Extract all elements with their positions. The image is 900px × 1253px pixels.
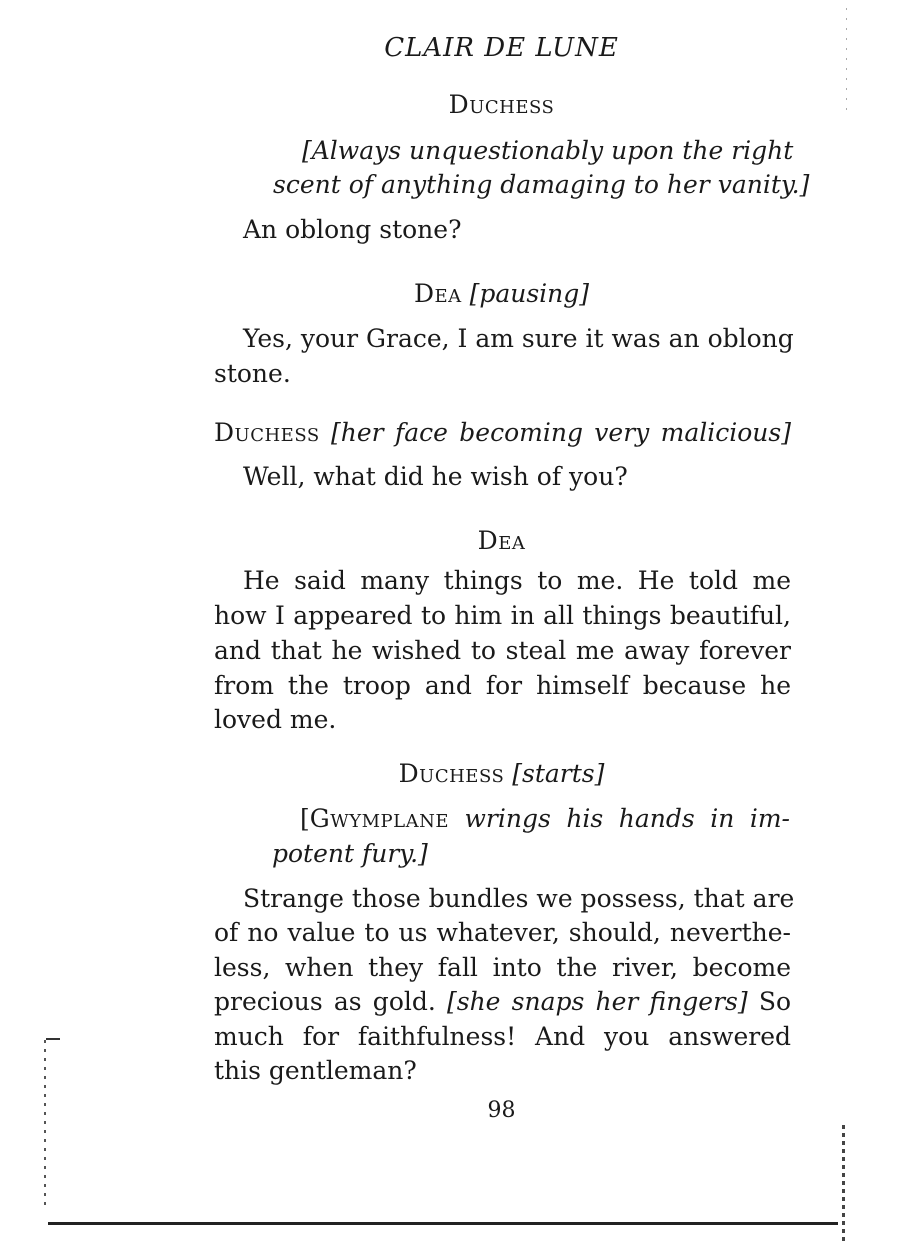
bracket: [ <box>300 804 310 833</box>
dialogue-line <box>214 985 791 1019</box>
dialogue-line: how I appeared to him in all things beautiful, <box>214 601 791 630</box>
speaker-heading-duchess <box>214 416 791 450</box>
stage-direction-line <box>300 802 790 836</box>
stage-direction-line: scent of anything damaging to her vanity.] <box>273 170 810 199</box>
dialogue-line: from the troop and for himself because he <box>214 671 791 700</box>
speaker-heading-duchess: Duchess <box>448 90 555 119</box>
running-head: CLAIR DE LUNE <box>384 33 619 63</box>
speaker-name: Duchess <box>398 759 505 788</box>
stage-direction-line: [Always unquestionably upon the right <box>302 136 794 165</box>
stage-direction: [her face becoming very malicious] <box>331 418 791 447</box>
dialogue-line: less, when they fall into the river, become <box>214 953 791 982</box>
page-bottom-edge <box>48 1222 838 1225</box>
dialogue-line: He said many things to me. He told me <box>243 566 791 595</box>
dialogue-text: precious as gold. <box>214 987 436 1016</box>
speaker-name: Dea <box>413 279 462 308</box>
stage-direction-line: potent fury.] <box>272 839 428 868</box>
stage-direction: [she snaps her fingers] <box>447 987 748 1016</box>
dialogue-line: and that he wished to steal me away forever <box>214 636 791 665</box>
dialogue-line: An oblong stone? <box>243 215 462 244</box>
speaker-heading-duchess <box>0 757 900 791</box>
dialogue-line: Well, what did he wish of you? <box>243 462 628 491</box>
dialogue-line: Yes, your Grace, I am sure it was an oblong <box>243 324 794 353</box>
dialogue-line: much for faithfulness! And you answered <box>214 1022 791 1051</box>
stage-direction: wrings his hands in im- <box>449 804 790 833</box>
stage-direction: [pausing] <box>469 279 590 308</box>
dialogue-line: stone. <box>214 359 291 388</box>
speaker-heading-dea <box>0 277 900 311</box>
character-name: Gwymplane <box>309 804 450 833</box>
scan-artifact-right <box>842 1125 845 1243</box>
page-number: 98 <box>487 1098 516 1123</box>
dialogue-text: So <box>758 987 792 1016</box>
speaker-name: Duchess <box>214 418 320 447</box>
speaker-heading-dea: Dea <box>477 526 526 555</box>
dialogue-line: this gentleman? <box>214 1056 417 1085</box>
dialogue-line: of no value to us whatever, should, neverthe- <box>214 918 791 947</box>
scan-artifact-left <box>44 1040 46 1210</box>
dialogue-line: Strange those bundles we possess, that are <box>243 884 795 913</box>
scan-artifact-top-right <box>846 8 847 118</box>
dialogue-line: loved me. <box>214 705 337 734</box>
stage-direction: [starts] <box>512 759 605 788</box>
scan-artifact-tick <box>46 1038 60 1040</box>
